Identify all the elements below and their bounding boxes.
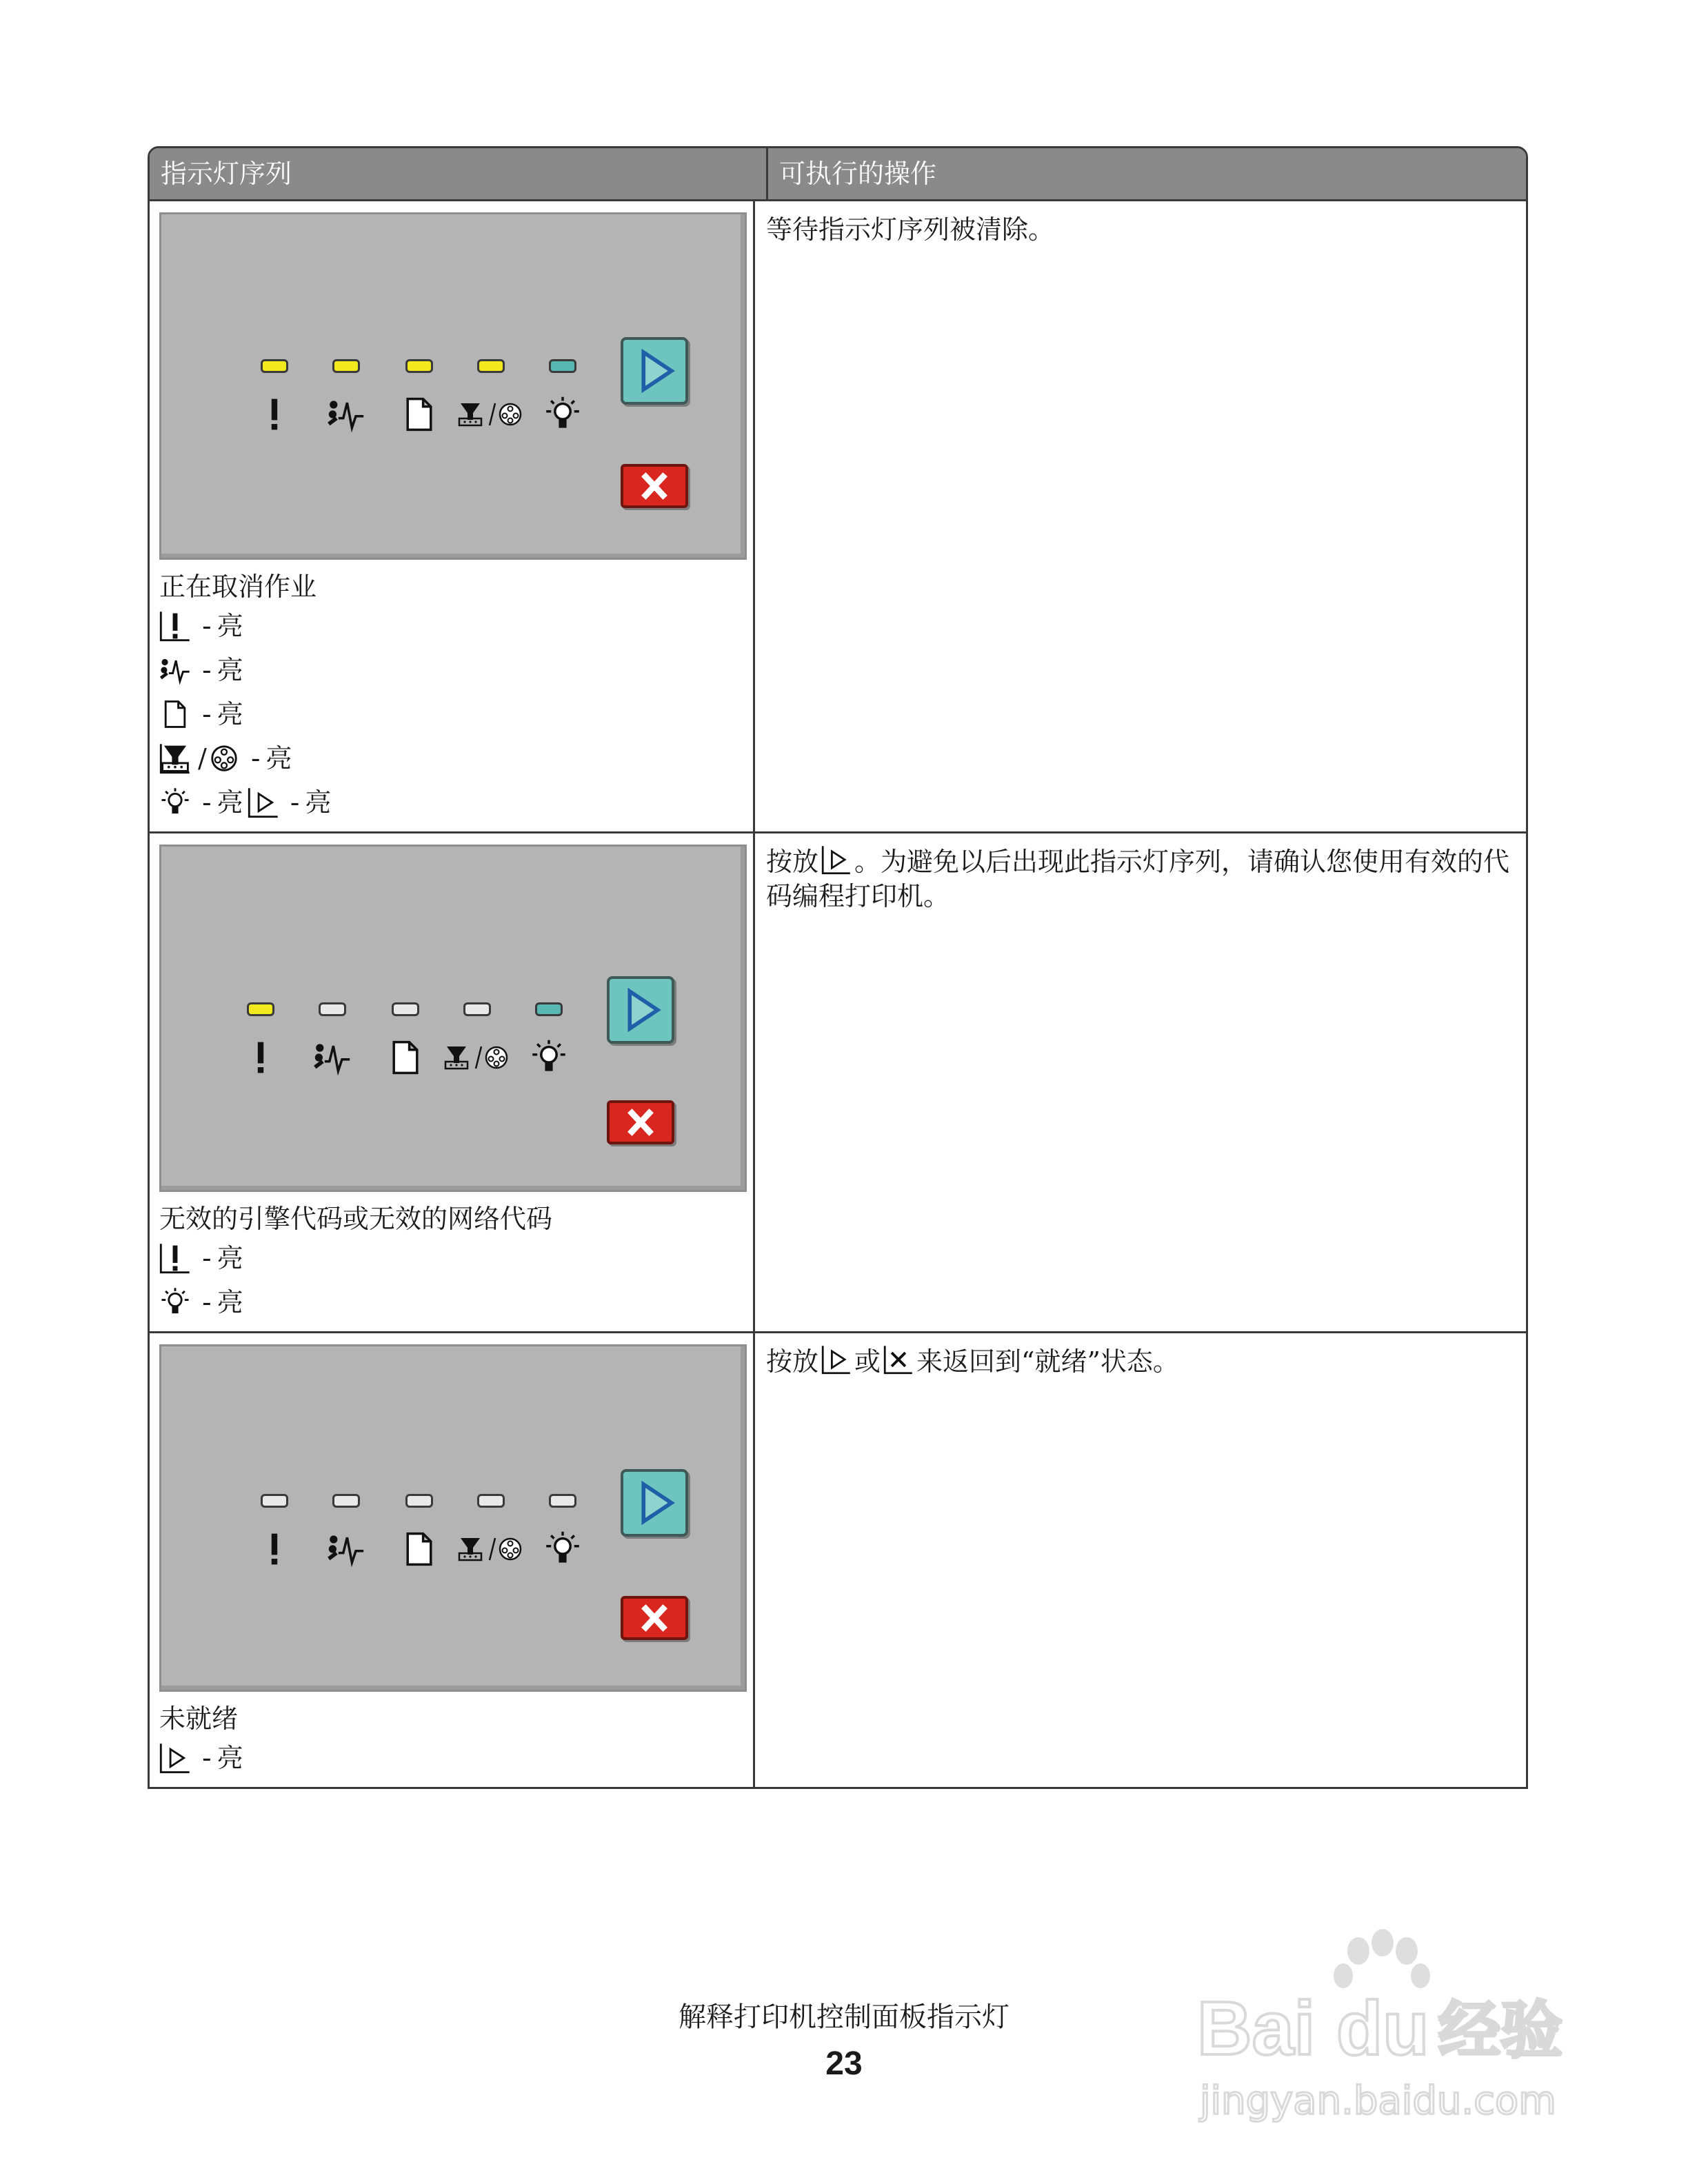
- load-paper-icon: [159, 698, 191, 730]
- light-sequence-cell: [150, 833, 755, 1331]
- continue-button[interactable]: [621, 1469, 688, 1537]
- status-text: 亮: [217, 655, 243, 685]
- load-paper-icon: [400, 1530, 439, 1568]
- sequence-title: 正在取消作业: [159, 572, 317, 602]
- light-sequence-cell: [150, 1333, 755, 1787]
- state-line: - 亮: [159, 692, 753, 736]
- continue-icon: [821, 1344, 852, 1375]
- page-number: 23: [825, 2045, 863, 2082]
- toner-led: [477, 359, 505, 373]
- paper-jam-icon: [327, 1530, 365, 1568]
- ready-led: [535, 1002, 563, 1016]
- ready-icon: [159, 787, 191, 818]
- cancel-button[interactable]: [621, 1596, 688, 1640]
- status-text: 亮: [217, 787, 243, 818]
- action-cell: [755, 833, 1526, 1331]
- action-text: 按放: [766, 1346, 819, 1377]
- action-text: 来返回到“就绪”状态。: [916, 1346, 1179, 1377]
- paper-jam-led: [332, 1494, 360, 1508]
- continue-button[interactable]: [621, 337, 688, 405]
- watermark-url: jingyan.baidu.com: [1200, 2079, 1556, 2123]
- header-action: 可执行的操作: [779, 159, 937, 189]
- control-panel-illustration: [159, 212, 747, 560]
- photoconductor-icon: [208, 742, 240, 774]
- state-line: - 亮 - 亮: [159, 780, 753, 825]
- continue-icon: [248, 787, 279, 818]
- continue-icon: [821, 845, 852, 875]
- cancel-icon: [883, 1344, 914, 1375]
- status-text: 亮: [217, 1243, 243, 1273]
- baidu-jingyan-watermark: [1193, 1923, 1579, 2130]
- load-paper-led: [392, 1002, 419, 1016]
- cancel-button[interactable]: [621, 464, 688, 508]
- load-paper-icon: [386, 1038, 425, 1077]
- action-text: 等待指示灯序列被清除。: [766, 214, 1055, 245]
- status-text: 亮: [305, 787, 332, 818]
- error-led: [261, 359, 288, 373]
- footer-title: 解释打印机控制面板指示灯: [679, 2001, 1009, 2033]
- sequence-title: 未就绪: [159, 1703, 239, 1734]
- light-sequence-cell: [150, 201, 755, 831]
- svg-text:经验: 经验: [1438, 1994, 1563, 2067]
- paper-jam-icon: [313, 1038, 352, 1077]
- error-icon: [159, 1242, 191, 1274]
- toner-led: [477, 1494, 505, 1508]
- svg-text:Bai: Bai: [1197, 1986, 1316, 2071]
- status-text: 亮: [217, 1743, 243, 1773]
- load-paper-led: [405, 1494, 433, 1508]
- status-text: 亮: [217, 611, 243, 641]
- control-panel-illustration: [159, 1344, 747, 1692]
- cancel-button[interactable]: [607, 1100, 674, 1144]
- svg-text:du: du: [1336, 1986, 1429, 2071]
- indicator-light-table: [148, 146, 1528, 1789]
- continue-button[interactable]: [607, 976, 674, 1044]
- paper-jam-led: [319, 1002, 346, 1016]
- table-header: [150, 148, 1526, 201]
- error-icon: [255, 395, 294, 434]
- state-line: - 亮: [159, 1236, 753, 1280]
- paper-jam-icon: [327, 395, 365, 434]
- action-cell: [755, 1333, 1526, 1787]
- error-led: [261, 1494, 288, 1508]
- load-paper-led: [405, 359, 433, 373]
- status-text: 亮: [265, 743, 292, 774]
- state-line: / - 亮: [159, 736, 753, 780]
- state-line: - 亮: [159, 1736, 753, 1780]
- ready-led: [549, 359, 576, 373]
- paper-jam-led: [332, 359, 360, 373]
- action-text: 。为避免以后出现此指示灯序列，请确认您使用有效的代码编程打印机。: [766, 847, 1510, 911]
- error-icon: [159, 610, 191, 642]
- error-icon: [255, 1530, 294, 1568]
- state-line: - 亮: [159, 1280, 753, 1324]
- ready-led: [549, 1494, 576, 1508]
- control-panel-illustration: [159, 845, 747, 1192]
- toner-led: [463, 1002, 491, 1016]
- state-line: - 亮: [159, 648, 753, 692]
- header-light-sequence: 指示灯序列: [150, 148, 768, 199]
- continue-icon: [159, 1742, 191, 1774]
- load-paper-icon: [400, 395, 439, 434]
- paper-jam-icon: [159, 654, 191, 686]
- action-cell: [755, 201, 1526, 831]
- error-led: [247, 1002, 274, 1016]
- state-line: - 亮: [159, 604, 753, 648]
- table-row: [150, 1333, 1526, 1787]
- table-row: [150, 833, 1526, 1333]
- ready-icon: [159, 1286, 191, 1318]
- status-text: 亮: [217, 699, 243, 729]
- ready-icon: [530, 1038, 568, 1077]
- toner-icon: [159, 742, 191, 774]
- action-text: 或: [854, 1346, 881, 1377]
- error-icon: [241, 1038, 280, 1077]
- status-text: 亮: [217, 1287, 243, 1317]
- ready-icon: [543, 1530, 582, 1568]
- action-text: 按放: [766, 847, 819, 877]
- sequence-title: 无效的引擎代码或无效的网络代码: [159, 1204, 553, 1234]
- table-row: [150, 201, 1526, 833]
- toner-photoconductor-icon: [456, 395, 525, 434]
- ready-icon: [543, 395, 582, 434]
- toner-photoconductor-icon: [456, 1530, 525, 1568]
- toner-photoconductor-icon: [443, 1038, 512, 1077]
